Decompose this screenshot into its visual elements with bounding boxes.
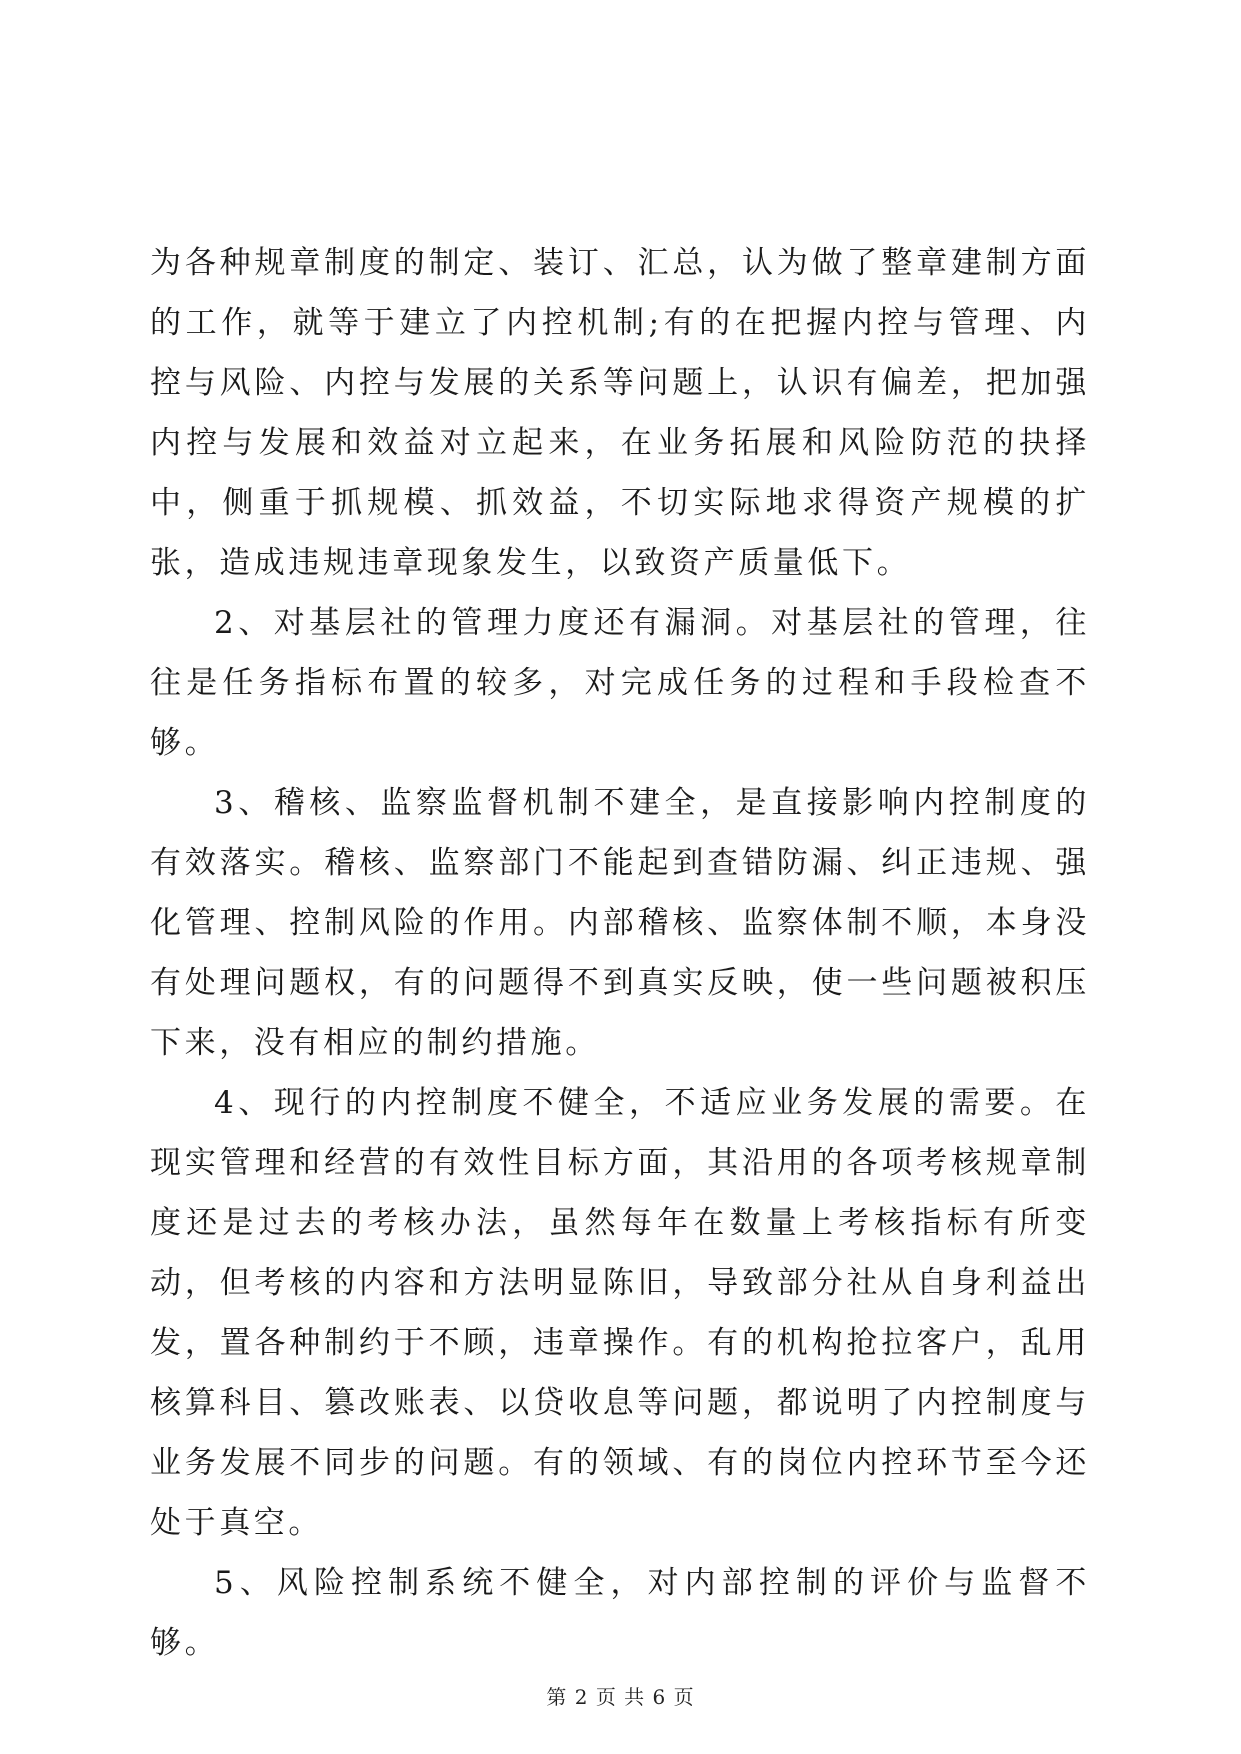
paragraph-continuation: 为各种规章制度的制定、装订、汇总，认为做了整章建制方面的工作，就等于建立了内控机制;有的在把握内控与管理、内控与风险、内控与发展的关系等问题上，认识有偏差，把加强内控与发展和效益对立起来，在业务拓展和风险防范的抉择中，侧重于抓规模、抓效益，不切实际地求得资产规模的扩张，造成违规违章现象发生，以致资产质量低下。 [150, 245, 1090, 581]
page-number-footer: 第 2 页 共 6 页 [546, 1685, 695, 1709]
document-body [150, 233, 1090, 1673]
paragraph-item-2: 2、对基层社的管理力度还有漏洞。对基层社的管理，往往是任务指标布置的较多，对完成任务的过程和手段检查不够。 [150, 605, 1090, 761]
paragraph-item-3: 3、稽核、监察监督机制不建全，是直接影响内控制度的有效落实。稽核、监察部门不能起到查错防漏、纠正违规、强化管理、控制风险的作用。内部稽核、监察体制不顺，本身没有处理问题权，有的问题得不到真实反映，使一些问题被积压下来，没有相应的制约措施。 [150, 785, 1090, 1061]
paragraph-item-4: 4、现行的内控制度不健全，不适应业务发展的需要。在现实管理和经营的有效性目标方面，其沿用的各项考核规章制度还是过去的考核办法，虽然每年在数量上考核指标有所变动，但考核的内容和方法明显陈旧，导致部分社从自身利益出发，置各种制约于不顾，违章操作。有的机构抢拉客户，乱用核算科目、篡改账表、以贷收息等问题，都说明了内控制度与业务发展不同步的问题。有的领域、有的岗位内控环节至今还处于真空。 [150, 1085, 1090, 1541]
paragraph-item-5: 5、风险控制系统不健全，对内部控制的评价与监督不够。 [150, 1565, 1090, 1661]
